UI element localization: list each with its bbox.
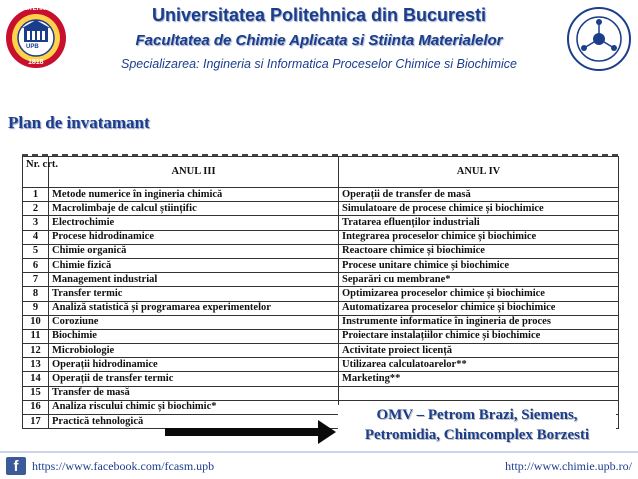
- header-year3: ANUL III: [49, 157, 339, 188]
- year4-course: Activitate proiect licență: [339, 344, 619, 358]
- arrow-shaft: [165, 428, 320, 436]
- row-number: 9: [23, 301, 49, 315]
- partners-line-1: OMV – Petrom Brazi, Siemens,: [376, 407, 578, 423]
- row-number: 6: [23, 258, 49, 272]
- curriculum-table-wrap: [22, 154, 618, 429]
- partners-box: [338, 405, 616, 447]
- row-number: 4: [23, 230, 49, 244]
- year4-course: Separări cu membrane*: [339, 273, 619, 287]
- row-number: 7: [23, 273, 49, 287]
- specialization-title: Specializarea: Ingineria si Informatica Proceselor Chimice si Biochimice: [121, 57, 517, 71]
- header-year4: ANUL IV: [339, 157, 619, 188]
- year4-course: Simulatoare de procese chimice și biochimice: [339, 202, 619, 216]
- logo-left-center-text: UPB: [26, 44, 39, 50]
- row-number: 12: [23, 344, 49, 358]
- year4-course: Integrarea proceselor chimice și biochimice: [339, 230, 619, 244]
- row-number: 14: [23, 372, 49, 386]
- table-row: [23, 244, 619, 258]
- year4-course: Proiectare instalațiilor chimice și biochimice: [339, 329, 619, 343]
- curriculum-table: [22, 156, 619, 429]
- year3-course: Transfer de masă: [49, 386, 339, 400]
- year4-course: Reactoare chimice și biochimice: [339, 244, 619, 258]
- year3-course: Electrochimie: [49, 216, 339, 230]
- year3-course: Operații de transfer termic: [49, 372, 339, 386]
- row-number: 13: [23, 358, 49, 372]
- row-number: 8: [23, 287, 49, 301]
- row-number: 1: [23, 188, 49, 202]
- row-number: 16: [23, 400, 49, 414]
- table-row: [23, 258, 619, 272]
- year4-course: Marketing**: [339, 372, 619, 386]
- table-row: [23, 386, 619, 400]
- row-number: 11: [23, 329, 49, 343]
- row-number: 17: [23, 415, 49, 429]
- table-row: [23, 230, 619, 244]
- year4-course: Instrumente informatice în ingineria de proces: [339, 315, 619, 329]
- row-number: 5: [23, 244, 49, 258]
- website-link[interactable]: http://www.chimie.upb.ro/: [505, 459, 632, 473]
- table-row: [23, 287, 619, 301]
- year4-course: Utilizarea calculatoarelor**: [339, 358, 619, 372]
- table-row: [23, 301, 619, 315]
- table-row: [23, 358, 619, 372]
- year3-course: Biochimie: [49, 329, 339, 343]
- year3-course: Chimie fizică: [49, 258, 339, 272]
- year3-course: Macrolimbaje de calcul științific: [49, 202, 339, 216]
- year3-course: Management industrial: [49, 273, 339, 287]
- year3-course: Microbiologie: [49, 344, 339, 358]
- table-body: [23, 188, 619, 429]
- table-row: [23, 273, 619, 287]
- year3-course: Coroziune: [49, 315, 339, 329]
- row-number: 15: [23, 386, 49, 400]
- year3-course: Practică tehnologică: [49, 415, 339, 429]
- partners-line-2: Petromidia, Chimcomplex Borzesti: [364, 427, 590, 443]
- year4-course: Operații de transfer de masă: [339, 188, 619, 202]
- facebook-link[interactable]: https://www.facebook.com/fcasm.upb: [32, 459, 215, 473]
- arrow-head-icon: [318, 420, 336, 444]
- year3-course: Operații hidrodinamice: [49, 358, 339, 372]
- logo-left-top-text: POLITEHNICA: [15, 6, 56, 12]
- plan-title: Plan de invatamant: [8, 113, 150, 132]
- table-row: [23, 202, 619, 216]
- table-header-row: [23, 157, 619, 188]
- logo-left-year-text: 1818: [28, 59, 44, 66]
- year4-course: Optimizarea proceselor chimice și biochimice: [339, 287, 619, 301]
- year3-course: Transfer termic: [49, 287, 339, 301]
- table-row: [23, 329, 619, 343]
- header-nr: Nr. crt.: [23, 157, 49, 188]
- year3-course: Procese hidrodinamice: [49, 230, 339, 244]
- table-row: [23, 188, 619, 202]
- faculty-title: Facultatea de Chimie Aplicata si Stiinta Materialelor: [135, 32, 503, 49]
- table-row: [23, 216, 619, 230]
- facebook-icon[interactable]: f: [6, 457, 26, 475]
- row-number: 3: [23, 216, 49, 230]
- row-number: 10: [23, 315, 49, 329]
- table-row: [23, 372, 619, 386]
- year4-course: Procese unitare chimice și biochimice: [339, 258, 619, 272]
- year4-course: Automatizarea proceselor chimice și biochimice: [339, 301, 619, 315]
- university-title: Universitatea Politehnica din Bucuresti: [151, 5, 487, 25]
- year3-course: Metode numerice în ingineria chimică: [49, 188, 339, 202]
- footer-divider: [0, 451, 638, 453]
- year3-course: Analiză statistică și programarea experimentelor: [49, 301, 339, 315]
- faculty-seal-logo: [566, 6, 632, 72]
- row-number: 2: [23, 202, 49, 216]
- table-row: [23, 315, 619, 329]
- year3-course: Chimie organică: [49, 244, 339, 258]
- year4-course: [339, 386, 619, 400]
- table-row: [23, 344, 619, 358]
- year3-course: Analiza riscului chimic și biochimic*: [49, 400, 339, 414]
- year4-course: Tratarea efluenților industriali: [339, 216, 619, 230]
